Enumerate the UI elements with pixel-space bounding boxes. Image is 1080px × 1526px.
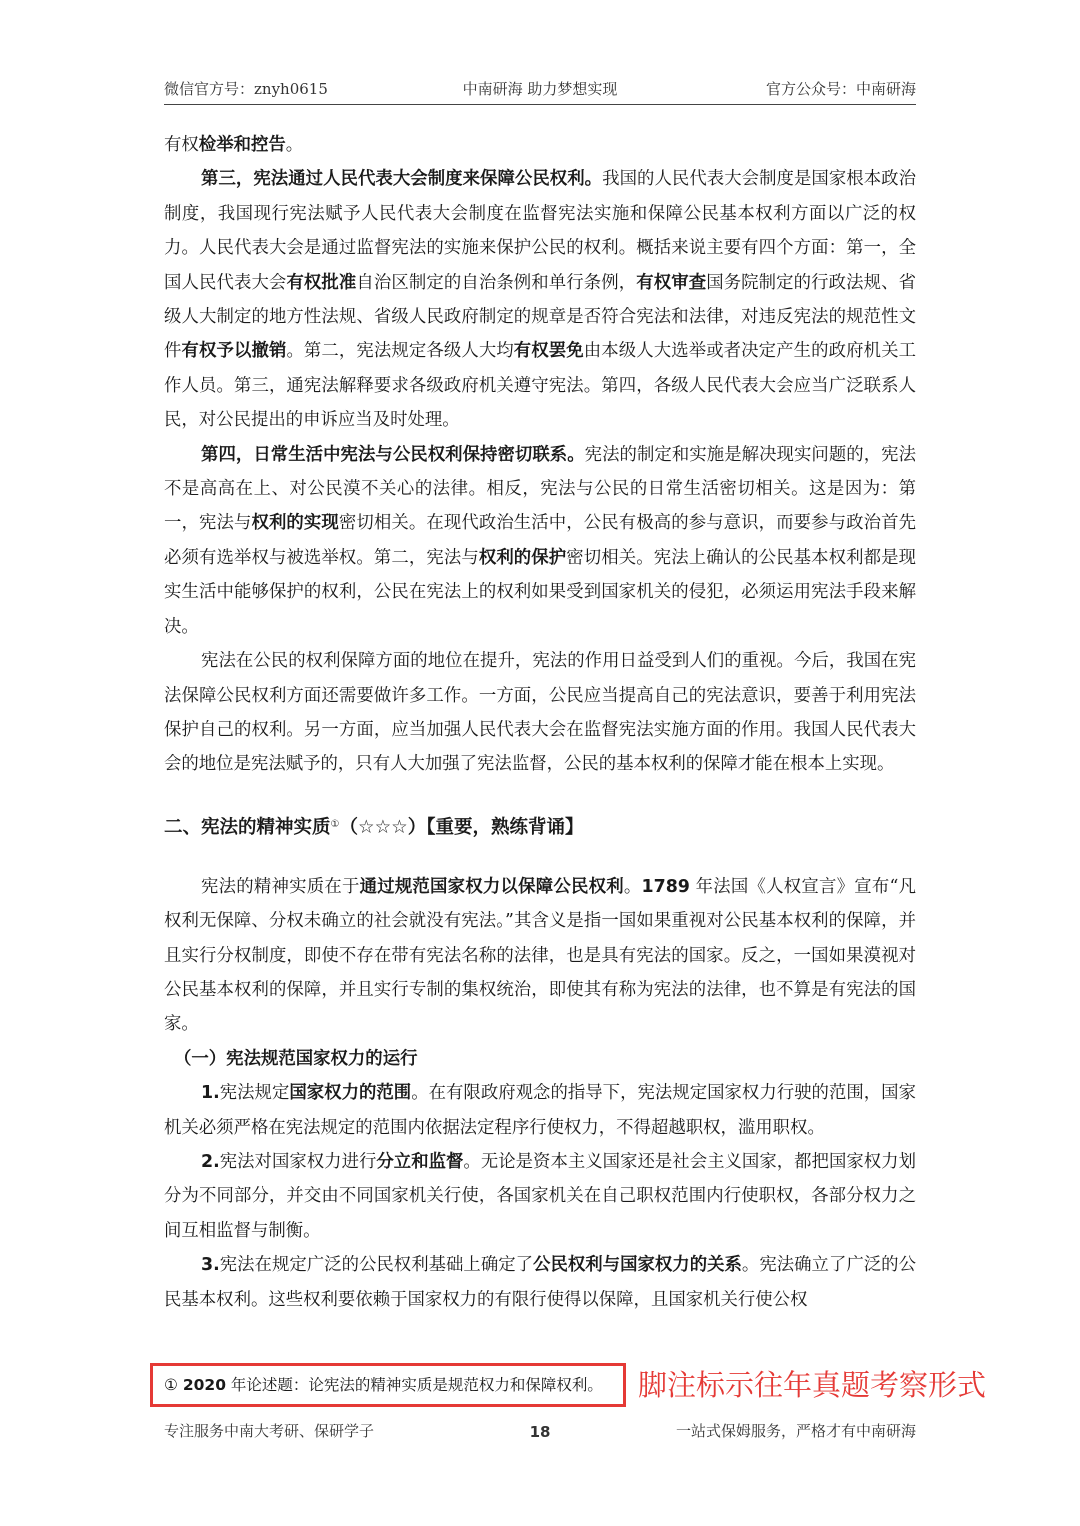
section-heading: 二、宪法的精神实质①（☆☆☆）【重要，熟练背诵】 xyxy=(164,816,584,838)
footnote-marker: ① xyxy=(330,818,340,830)
header-official-account: 官方公众号：中南研海 xyxy=(765,80,916,98)
paragraph-summary: 宪法在公民的权利保障方面的地位在提升，宪法的作用日益受到人们的重视。今后，我国在宪法保障公民权利方面还需要做许多工作。一方面，公民应当提高自己的宪法意识，要善于利用宪法保护自己的权利。另一方面，应当加强人民代表大会在监督宪法实施方面的作用。我国人民代表大会的地位是宪法赋予的，只有人大加强了宪法监督，公民的基本权利的保障才能在根本上实现。 xyxy=(164,651,916,775)
footnote: ① 2020 年论述题：论宪法的精神实质是规范权力和保障权利。 xyxy=(164,1376,603,1394)
page-number: 18 xyxy=(529,1423,551,1441)
page-body xyxy=(164,128,916,1317)
list-item-2: 2.宪法对国家权力进行分立和监督。无论是资本主义国家还是社会主义国家，都把国家权力划分为不同部分，并交由不同国家机关行使，各国家机关在自己职权范围内行使职权，各部分权力之间互相监督与制衡。 xyxy=(164,1151,916,1241)
header-slogan: 中南研海 助力梦想实现 xyxy=(462,80,618,98)
page-header xyxy=(164,78,916,100)
header-divider xyxy=(164,104,916,105)
header-wechat-id: 微信官方号：znyh0615 xyxy=(164,80,328,98)
paragraph-0: 有权检举和控告。 xyxy=(164,135,304,155)
page-footer xyxy=(164,1420,916,1444)
footer-slogan-right: 一站式保姆服务，严格才有中南研海 xyxy=(675,1422,916,1440)
list-item-3: 3.宪法在规定广泛的公民权利基础上确定了公民权利与国家权力的关系。宪法确立了广泛的公民基本权利。这些权利要依赖于国家权力的有限行使得以保障，且国家机关行使公权 xyxy=(164,1255,916,1310)
subheading-one: （一）宪法规范国家权力的运行 xyxy=(174,1048,418,1069)
annotation-label: 脚注标示往年真题考察形式 xyxy=(638,1368,987,1402)
list-item-1: 1.宪法规定国家权力的范围。在有限政府观念的指导下，宪法规定国家权力行驶的范围，国家机关必须严格在宪法规定的范围内依据法定程序行使权力，不得超越职权，滥用职权。 xyxy=(164,1083,916,1138)
footer-slogan-left: 专注服务中南大考研、保研学子 xyxy=(164,1422,375,1440)
paragraph-fourth-point: 第四，日常生活中宪法与公民权利保持密切联系。宪法的制定和实施是解决现实问题的，宪法不是高高在上、对公民漠不关心的法律。相反，宪法与公民的日常生活密切相关。这是因为：第一，宪法与权利的实现密切相关。在现代政治生活中，公民有极高的参与意识，而要参与政治首先必须有选举权与被选举权。第二，宪法与权利的保护密切相关。宪法上确认的公民基本权利都是现实生活中能够保护的权利，公民在宪法上的权利如果受到国家机关的侵犯，必须运用宪法手段来解决。 xyxy=(164,444,916,637)
paragraph-spirit: 宪法的精神实质在于通过规范国家权力以保障公民权利。1789 年法国《人权宣言》宣布“凡权利无保障、分权未确立的社会就没有宪法。”其含义是指一国如果重视对公民基本权利的保障，并且实行分权制度，即使不存在带有宪法名称的法律，也是具有宪法的国家。反之，一国如果漠视对公民基本权利的保障，并且实行专制的集权统治，即使其有称为宪法的法律，也不算是有宪法的国家。 xyxy=(164,876,916,1035)
paragraph-third-point: 第三，宪法通过人民代表大会制度来保障公民权利。我国的人民代表大会制度是国家根本政治制度，我国现行宪法赋予人民代表大会制度在监督宪法实施和保障公民基本权利方面以广泛的权力。人民代表大会是通过监督宪法的实施来保护公民的权利。概括来说主要有四个方面：第一，全国人民代表大会有权批准自治区制定的自治条例和单行条例，有权审查国务院制定的行政法规、省级人大制定的地方性法规、省级人民政府制定的规章是否符合宪法和法律，对违反宪法的规范性文件有权予以撤销。第二，宪法规定各级人大均有权罢免由本级人大选举或者决定产生的政府机关工作人员。第三，通宪法解释要求各级政府机关遵守宪法。第四，各级人民代表大会应当广泛联系人民，对公民提出的申诉应当及时处理。 xyxy=(164,169,916,431)
